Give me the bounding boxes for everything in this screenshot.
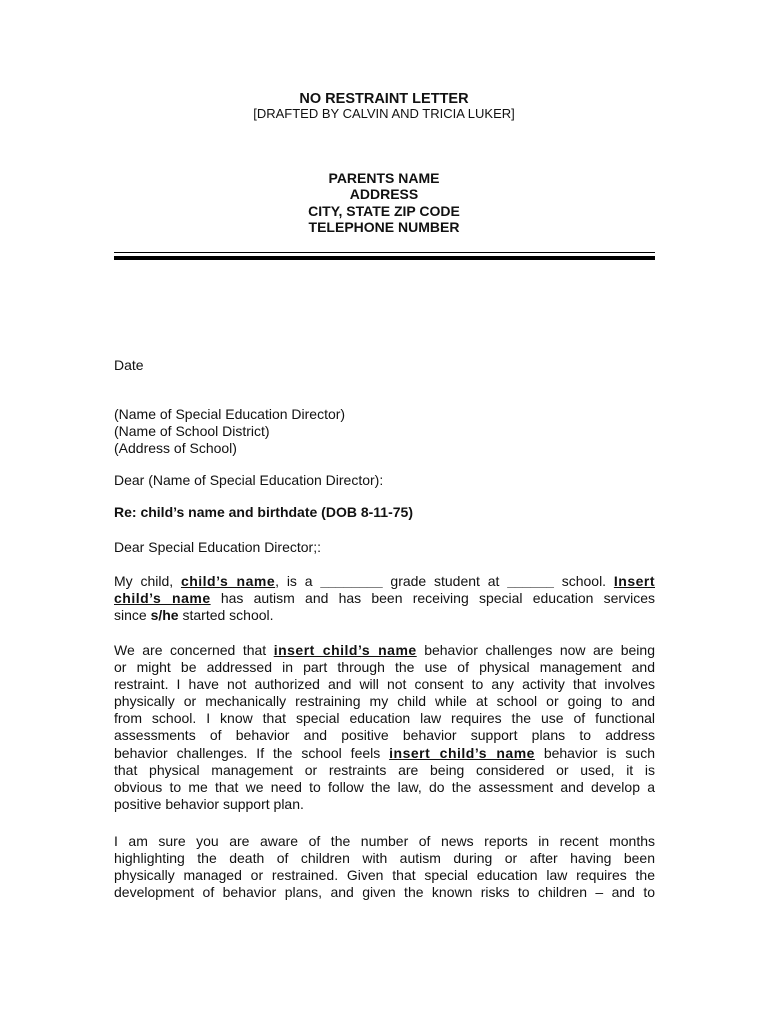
paragraph-line: obvious to me that we need to follow the law, do the assessment and develop a <box>114 778 655 795</box>
paragraph-line: child’s name has autism and has been receiving special education services <box>114 590 655 607</box>
salutation-formal: Dear (Name of Special Education Director): <box>114 472 384 488</box>
paragraph-line: My child, child’s name, is a ________ grade student at ______ school. Insert <box>114 573 655 589</box>
paragraph-line: restraint. I have not authorized and will not consent to any activity that involves <box>114 676 655 693</box>
paragraph-2 <box>114 642 655 813</box>
re-line: Re: child’s name and birthdate (DOB 8-11-75) <box>114 504 413 520</box>
date-label: Date <box>114 357 144 373</box>
child-name-placeholder: child’s name <box>114 590 211 607</box>
recipient-director: (Name of Special Education Director) <box>114 406 346 422</box>
parent-name-placeholder: PARENTS NAME <box>328 170 440 186</box>
recipient-district: (Name of School District) <box>114 423 270 440</box>
address-placeholder: ADDRESS <box>349 186 419 203</box>
salutation: Dear Special Education Director;: <box>114 539 321 555</box>
paragraph-line: physically managed or restrained. Given that special education law requires the <box>114 867 655 884</box>
child-name-placeholder: insert child’s name <box>273 642 417 658</box>
recipient-block <box>114 406 655 457</box>
telephone-placeholder: TELEPHONE NUMBER <box>308 218 460 235</box>
paragraph-line: since s/he started school. <box>114 607 274 624</box>
paragraph-3 <box>114 833 655 901</box>
recipient-address: (Address of School) <box>114 440 237 457</box>
header-divider-thick <box>114 256 655 260</box>
paragraph-line: or might be addressed in part through the use of physical management and <box>114 659 655 676</box>
paragraph-line: positive behavior support plan. <box>114 795 304 812</box>
paragraph-line: We are concerned that insert child’s name behavior challenges now are being <box>114 642 655 658</box>
paragraph-line: development of behavior plans, and given the known risks to children – and to <box>114 884 655 901</box>
paragraph-1 <box>114 573 655 624</box>
pronoun-placeholder: s/he <box>150 607 179 624</box>
parent-contact-block <box>0 170 768 235</box>
letter-title: NO RESTRAINT LETTER <box>299 91 469 107</box>
city-state-zip-placeholder: CITY, STATE ZIP CODE <box>308 202 460 219</box>
grade-blank: ________ <box>320 573 383 589</box>
letter-subtitle: [DRAFTED BY CALVIN AND TRICIA LUKER] <box>253 106 515 121</box>
paragraph-line: I am sure you are aware of the number of news reports in recent months <box>114 833 655 849</box>
paragraph-line: highlighting the death of children with autism during or after having been <box>114 850 655 867</box>
header-divider-thin <box>114 252 655 253</box>
child-name-placeholder: insert child’s name <box>389 744 535 761</box>
child-name-placeholder: child’s name <box>180 573 276 589</box>
paragraph-line: physically or mechanically restraining my child while at school or going to and <box>114 693 655 710</box>
paragraph-line: from school. I know that special education law requires the use of functional <box>114 710 655 727</box>
paragraph-line: behavior challenges. If the school feels insert child’s name behavior is such <box>114 744 655 761</box>
paragraph-line: assessments of behavior and positive behavior support plans to address <box>114 727 655 744</box>
insert-placeholder: Insert <box>613 573 655 589</box>
paragraph-line: that physical management or restraints are being considered or used, it is <box>114 761 655 778</box>
school-blank: ______ <box>507 573 554 589</box>
